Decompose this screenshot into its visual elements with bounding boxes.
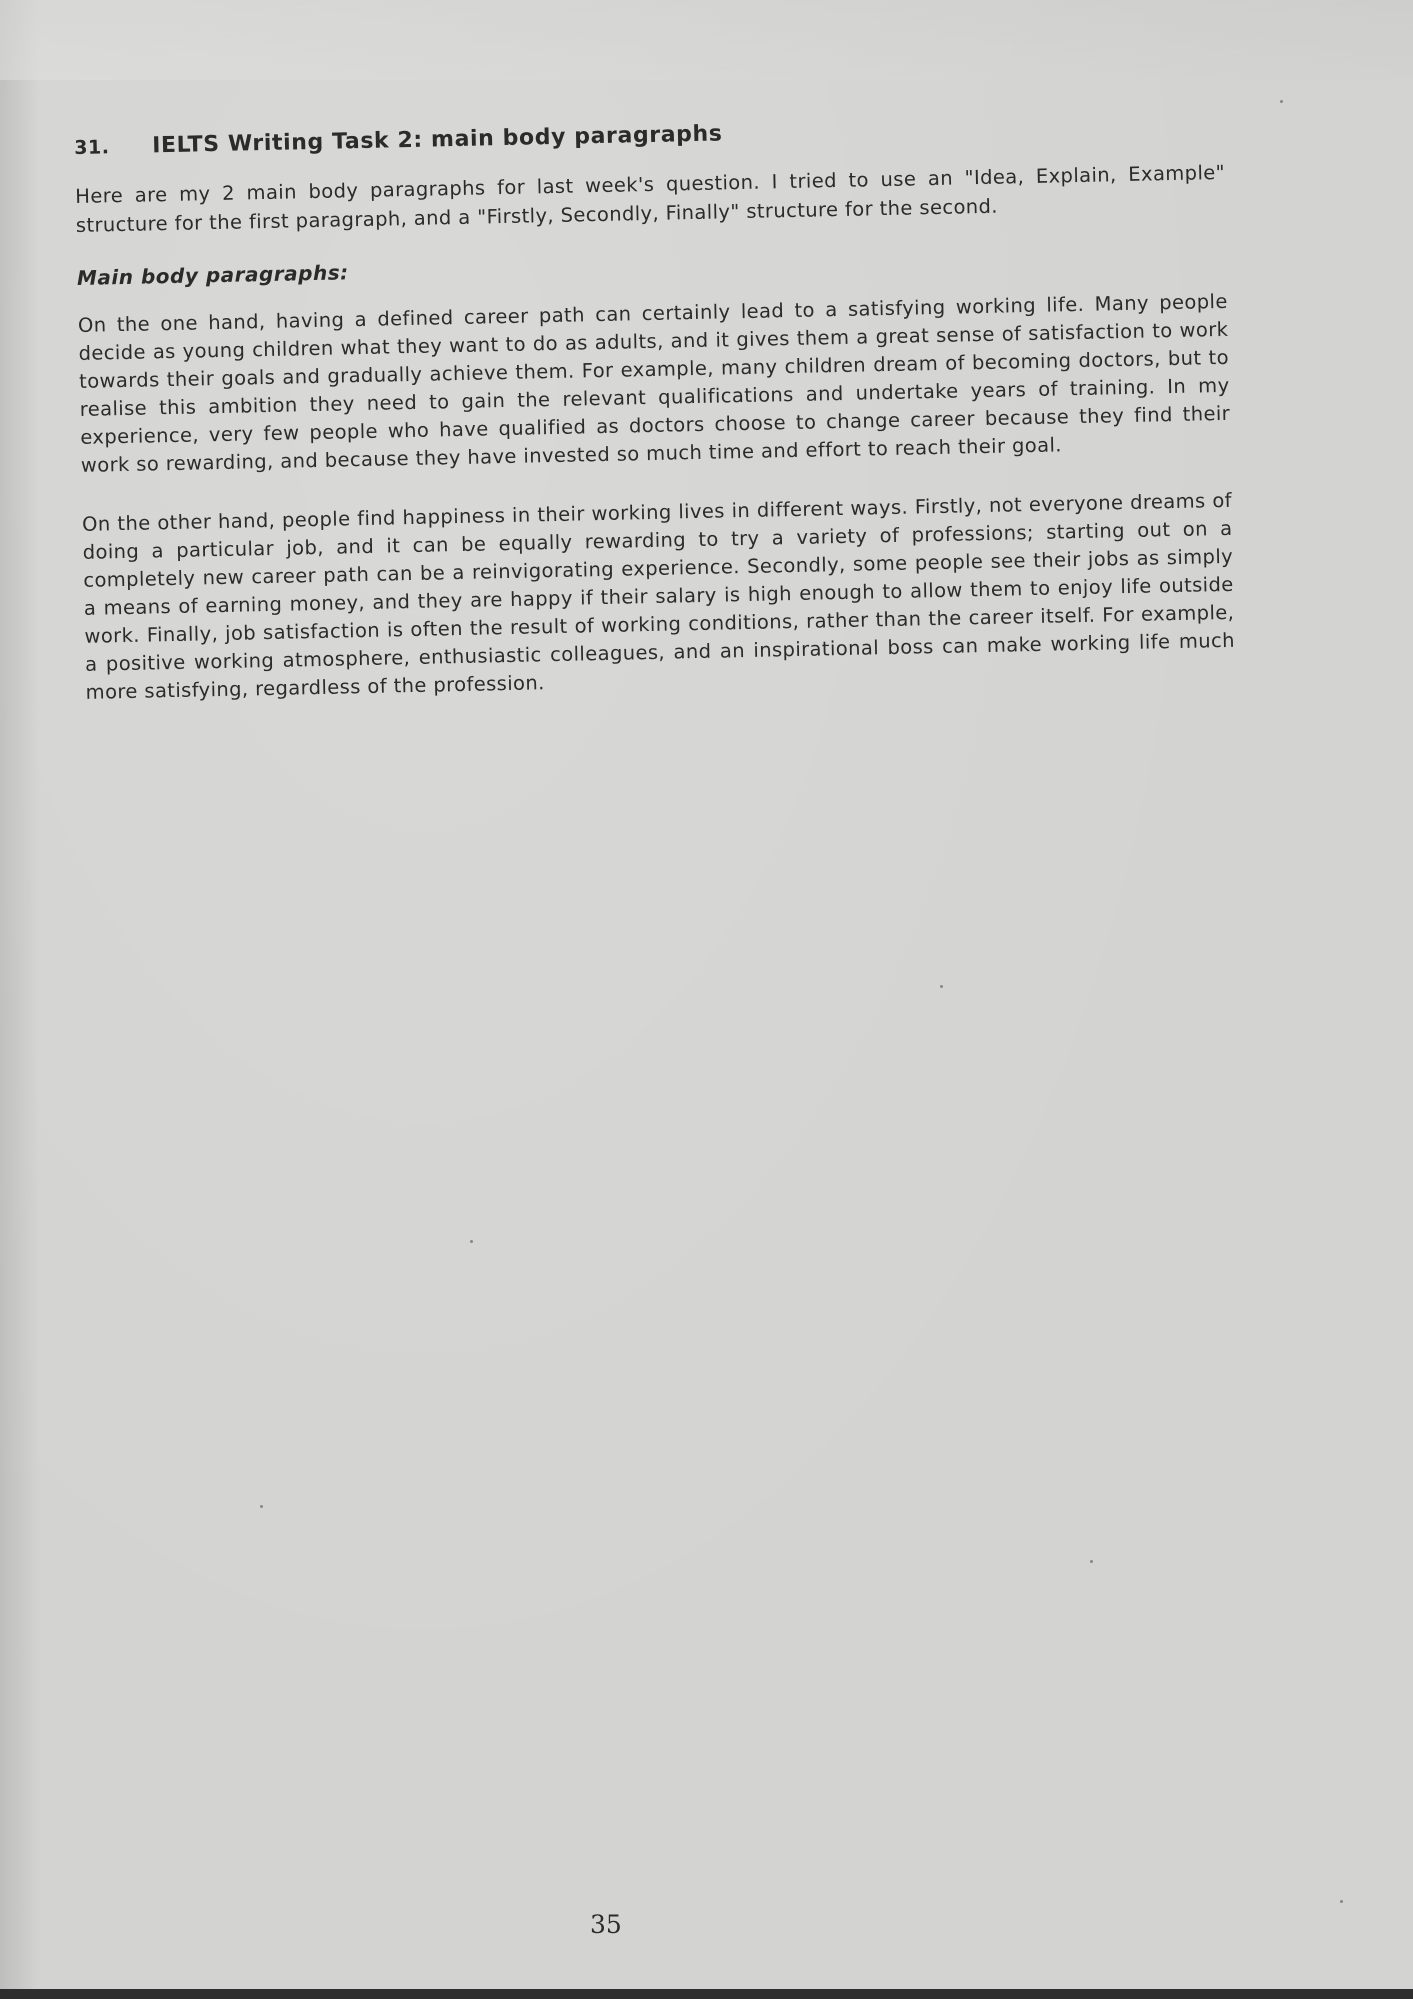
paper-speck xyxy=(1340,1900,1343,1903)
paper-speck xyxy=(1280,100,1283,103)
paper-speck xyxy=(1090,1560,1093,1563)
page-content xyxy=(74,111,1236,738)
paper-speck xyxy=(940,985,943,988)
section-heading xyxy=(74,111,1224,160)
body-paragraph-2: On the other hand, people find happiness in their working lives in different ways. Firstly, not everyone dreams of doing a particular job, and it can be equally rewarding to try a variety of professions; starting out on a completely new career path can be a reinvigorating experience. Secondly, some people see their jobs as simply a means of earning money, and they are happy if their salary is high enough to allow them to enjoy life outside work. Finally, job satisfaction is often the result of working conditions, rather than the career itself. For example, a positive working atmosphere, enthusiastic colleagues, and an inspirational boss can make working life much more satisfying, regardless of the profession. xyxy=(81,488,1236,704)
paper-speck xyxy=(470,1240,473,1243)
page-number: 35 xyxy=(590,1910,622,1939)
sub-heading: Main body paragraphs: xyxy=(76,260,349,290)
intro-text: Here are my 2 main body paragraphs for last week's question. I tried to use an "Idea, Explain, Example" structure for the first paragraph, and a "Firstly, Secondly, Finally" structure for the second. xyxy=(75,160,1226,237)
paper-speck xyxy=(260,1505,263,1508)
body-paragraph-1: On the one hand, having a defined career path can certainly lead to a satisfying working life. Many people decide as young children what they want to do as adults, and it gives them a great sense of satisfaction to work towards their goals and gradually achieve them. For example, many children dream of becoming doctors, but to realise this ambition they need to gain the relevant qualifications and undertake years of training. In my experience, very few people who have qualified as doctors choose to change career because they find their work so rewarding, and because they have invested so much time and effort to reach their goal. xyxy=(77,289,1231,477)
section-title: IELTS Writing Task 2: main body paragraphs xyxy=(151,121,723,159)
section-number: 31. xyxy=(74,136,110,159)
